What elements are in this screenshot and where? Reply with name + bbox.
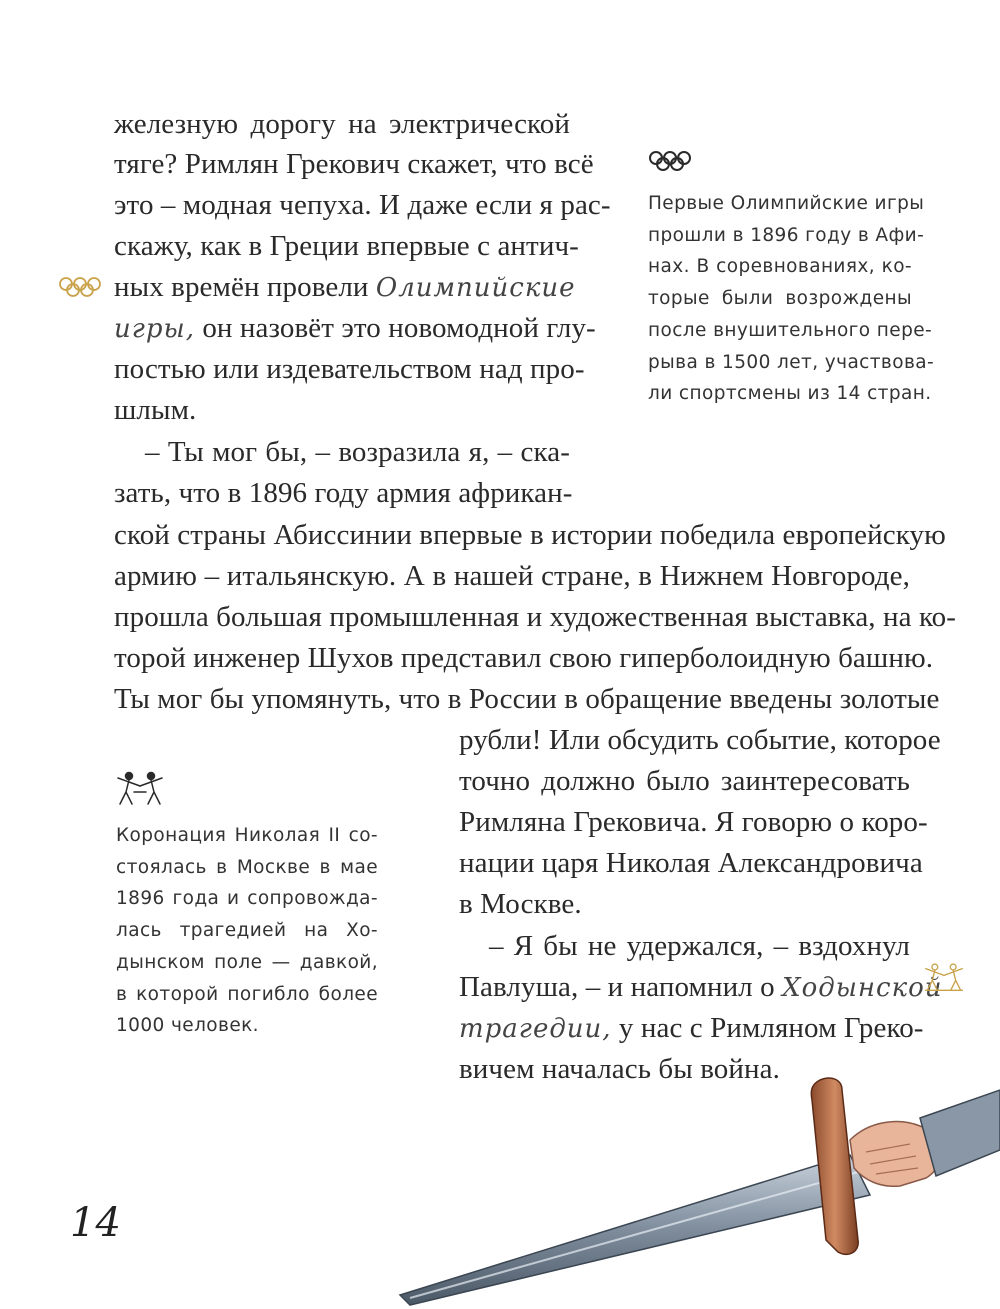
body-line: – Я бы не удержался, – вздохнул	[489, 930, 910, 962]
body-text: ных времён провели	[114, 271, 376, 303]
note-line: в которой погибло более	[116, 983, 378, 1005]
body-text: он назовёт это новомодной глу-	[194, 312, 596, 344]
note-line: рыва в 1500 лет, участвова-	[648, 351, 935, 373]
crowd-figures-icon	[116, 770, 164, 806]
olympic-rings-margin-icon	[58, 276, 102, 298]
body-line	[114, 308, 596, 348]
body-text: у нас с Римляном Греко-	[611, 1012, 924, 1044]
body-line: в Москве.	[459, 888, 582, 920]
body-line: нации царя Николая Александровича	[459, 847, 923, 879]
note-line: 1000 человек.	[116, 1015, 259, 1037]
note-line: после внушительного пере-	[648, 319, 933, 341]
body-line: скажу, как в Греции впервые с антич-	[114, 230, 579, 262]
body-line: шлым.	[114, 394, 197, 426]
body-line: торой инженер Шухов представил свою гиперболоидную башню.	[114, 642, 934, 674]
highlight-term-khodynka: Ходынской	[782, 973, 943, 1003]
crowd-figures-margin-icon	[922, 962, 966, 992]
body-line	[114, 267, 576, 307]
body-line	[459, 1008, 924, 1048]
body-line: ской страны Абиссинии впервые в истории победила европейскую	[114, 519, 946, 551]
sword-illustration	[380, 1060, 1000, 1309]
body-line: рубли! Или обсудить событие, которое	[459, 724, 941, 756]
note-line: Первые Олимпийские игры	[648, 193, 925, 214]
highlight-term-games: игры,	[114, 314, 195, 344]
body-line: постью или издевательством над про-	[114, 353, 585, 385]
note-line: нах. В соревнованиях, ко-	[648, 256, 912, 278]
body-line: вичем началась бы война.	[459, 1053, 780, 1085]
body-line: Ты мог бы упомянуть, что в России в обращение введены золотые	[114, 683, 940, 715]
note-line: прошли в 1896 году в Афи-	[648, 224, 925, 246]
note-line: дынском поле — давкой,	[116, 951, 378, 973]
body-line: – Ты мог бы, – возразила я, – ска-	[145, 436, 570, 468]
body-line: железную дорогу на электрической	[114, 108, 570, 140]
highlight-term-olympics: Олимпийские	[375, 273, 576, 303]
highlight-term-tragedy: трагедии,	[459, 1014, 612, 1044]
note-line: 1896 года и сопровожда-	[116, 888, 378, 910]
note-line: ли спортсмены из 14 стран.	[648, 383, 932, 405]
body-line: армию – итальянскую. А в нашей стране, в Нижнем Новгороде,	[114, 560, 910, 592]
sidenote-olympics	[648, 188, 935, 410]
note-line: лась трагедией на Хо-	[116, 920, 378, 942]
olympic-rings-icon	[648, 150, 692, 172]
sidenote-coronation	[116, 820, 378, 1042]
note-line: торые были возрождены	[648, 288, 912, 310]
body-line: зать, что в 1896 году армия африкан-	[114, 477, 573, 509]
note-line: Коронация Николая II со-	[116, 825, 378, 846]
body-line: тяге? Римлян Грекович скажет, что всё	[114, 148, 594, 180]
note-line: стоялась в Москве в мае	[116, 856, 378, 878]
page-number: 14	[70, 1200, 121, 1246]
body-line: это – модная чепуха. И даже если я рас-	[114, 189, 611, 221]
body-line: точно должно было заинтересовать	[459, 765, 910, 797]
body-text: Павлуша, – и напомнил о	[459, 971, 783, 1003]
body-line	[459, 967, 943, 1007]
body-line: прошла большая промышленная и художественная выставка, на ко-	[114, 601, 957, 633]
body-line: Римляна Грековича. Я говорю о коро-	[459, 806, 928, 838]
